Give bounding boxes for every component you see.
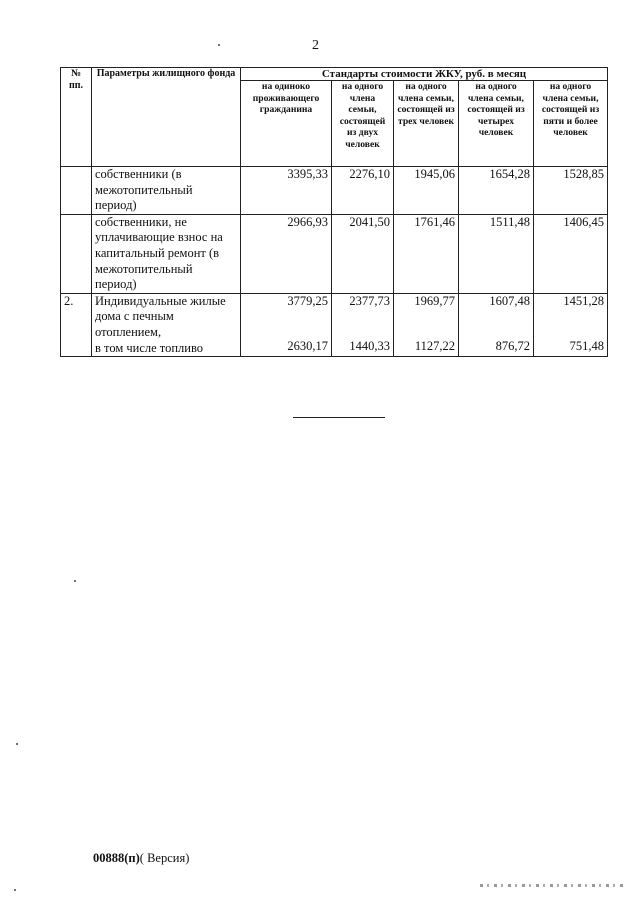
value-main: 2377,73 [349, 293, 390, 308]
value-cell: 1945,06 [394, 167, 459, 215]
page-number: 2 [312, 38, 319, 53]
header-group: Стандарты стоимости ЖКУ, руб. в месяц [241, 68, 608, 81]
table-header-row-top [61, 68, 608, 81]
document-code [93, 851, 189, 866]
document-code-number: 00888(п) [93, 851, 140, 865]
value-fuel: 1440,33 [349, 338, 390, 353]
value-fuel: 751,48 [569, 338, 605, 353]
value-cell [459, 293, 534, 356]
row-number [61, 214, 92, 293]
header-number: № пп. [61, 68, 92, 167]
value-cell: 3395,33 [241, 167, 332, 215]
document-code-version: ( Версия) [139, 851, 190, 865]
row-label-main: Индивидуальные жилые дома с печным отоплением, [95, 293, 226, 339]
row-number [61, 167, 92, 215]
value-main: 1607,48 [489, 293, 530, 308]
header-col-2: на одного члена семьи, состоящей из двух человек [332, 81, 394, 167]
end-divider-line [293, 417, 385, 418]
table-row [61, 167, 608, 215]
header-col-1: на одиноко проживающего гражданина [241, 81, 332, 167]
value-cell: 1761,46 [394, 214, 459, 293]
scan-noise-strip [480, 884, 625, 887]
value-cell: 1406,45 [534, 214, 608, 293]
row-number: 2. [61, 293, 92, 356]
value-cell: 1528,85 [534, 167, 608, 215]
table-row [61, 214, 608, 293]
value-cell [534, 293, 608, 356]
value-main: 1969,77 [414, 293, 455, 308]
value-fuel: 876,72 [495, 338, 530, 353]
scan-speck [14, 889, 16, 891]
table-row [61, 293, 608, 356]
header-col-5: на одного члена семьи, состоящей из пяти и более человек [534, 81, 608, 167]
scan-speck [74, 580, 76, 582]
value-fuel: 2630,17 [287, 338, 328, 353]
value-fuel: 1127,22 [414, 338, 455, 353]
value-cell: 2041,50 [332, 214, 394, 293]
row-label-sub: в том числе топливо [95, 340, 204, 355]
value-main: 1451,28 [563, 293, 605, 308]
scan-speck [218, 44, 220, 46]
value-cell: 2276,10 [332, 167, 394, 215]
value-cell [394, 293, 459, 356]
value-cell: 1511,48 [459, 214, 534, 293]
row-label [92, 293, 241, 356]
header-col-3: на одного члена семьи, состоящей из трех человек [394, 81, 459, 167]
scan-speck [16, 743, 18, 745]
row-label: собственники, не уплачивающие взнос на капитальный ремонт (в межотопительный период) [92, 214, 241, 293]
row-label: собственники (в межотопительный период) [92, 167, 241, 215]
cost-standards-table [60, 67, 608, 357]
header-col-4: на одного члена семьи, состоящей из четырех человек [459, 81, 534, 167]
header-params: Параметры жилищного фонда [92, 68, 241, 167]
value-cell [241, 293, 332, 356]
value-cell: 2966,93 [241, 214, 332, 293]
value-main: 3779,25 [287, 293, 328, 308]
value-cell [332, 293, 394, 356]
value-cell: 1654,28 [459, 167, 534, 215]
